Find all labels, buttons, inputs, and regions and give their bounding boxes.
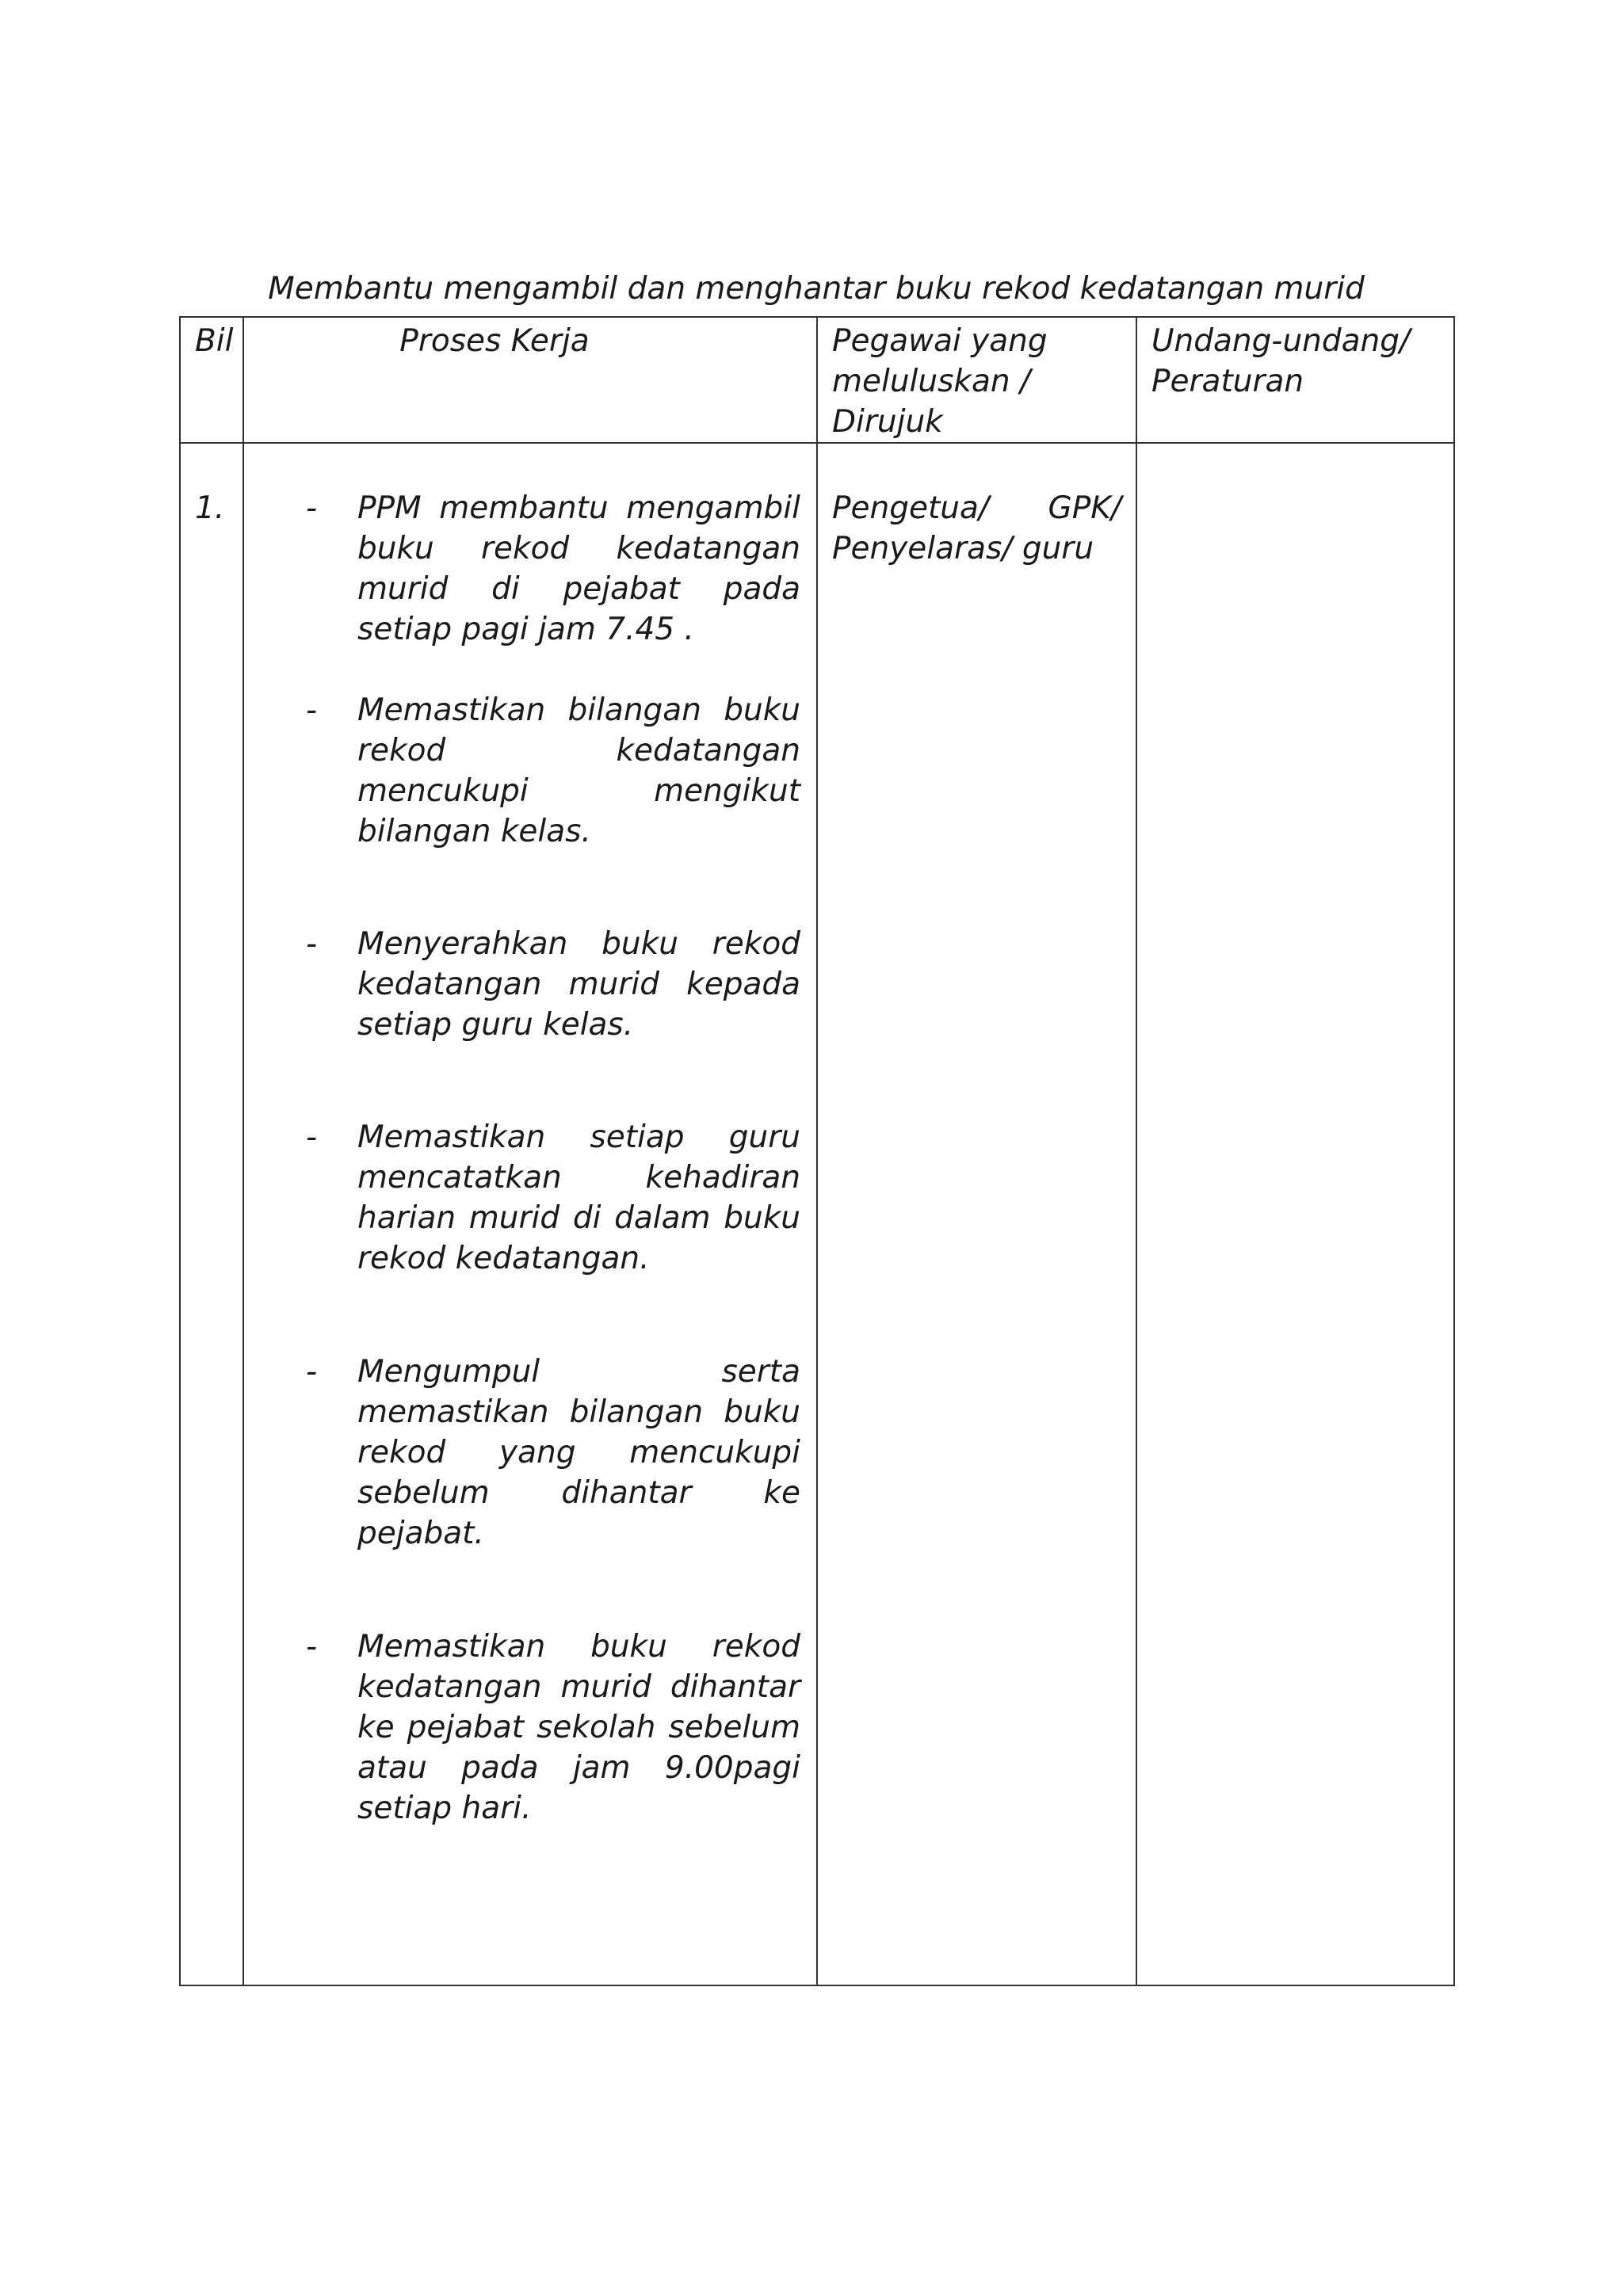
list-item bbox=[244, 690, 800, 852]
step-text: Memastikan setiap guru mencatatkan kehadiran harian murid di dalam buku rekod kedatangan. bbox=[357, 1119, 800, 1276]
step-text: Menyerahkan buku rekod kedatangan murid kepada setiap guru kelas. bbox=[357, 926, 800, 1043]
table-header-row bbox=[180, 317, 1454, 443]
step-text: Mengumpul serta memastikan bilangan buku rekod yang mencukupi sebelum dihantar ke pejabat. bbox=[357, 1354, 800, 1551]
header-proses-kerja-label: Proses Kerja bbox=[399, 323, 590, 359]
bullet-dash: - bbox=[306, 490, 318, 526]
row-proses-kerja bbox=[243, 443, 817, 1985]
list-item bbox=[244, 1352, 800, 1554]
list-item bbox=[244, 924, 800, 1045]
table-row bbox=[180, 443, 1454, 1985]
bullet-dash: - bbox=[306, 692, 318, 728]
row-bil: 1. bbox=[180, 443, 243, 1985]
pegawai-text: Pengetua/ GPK/ Penyelaras/ guru bbox=[832, 490, 1121, 566]
work-process-table bbox=[179, 316, 1455, 1986]
list-item bbox=[244, 1627, 800, 1829]
step-text: PPM membantu mengambil buku rekod kedatangan murid di pejabat pada setiap pagi jam 7.45 . bbox=[357, 490, 800, 647]
bullet-dash: - bbox=[306, 1629, 318, 1665]
header-bil: Bil bbox=[180, 317, 243, 443]
bullet-dash: - bbox=[306, 1119, 318, 1155]
row-pegawai bbox=[817, 443, 1136, 1985]
header-undang-undang: Undang-undang/ Peraturan bbox=[1136, 317, 1454, 443]
header-pegawai: Pegawai yang meluluskan / Dirujuk bbox=[817, 317, 1136, 443]
list-item bbox=[244, 1117, 800, 1279]
bullet-dash: - bbox=[306, 926, 318, 962]
list-item bbox=[244, 488, 800, 650]
step-text: Memastikan bilangan buku rekod kedatangan mencukupi mengikut bilangan kelas. bbox=[357, 692, 800, 849]
header-proses-kerja bbox=[243, 317, 817, 443]
row-undang-undang bbox=[1136, 443, 1454, 1985]
page-title: Membantu mengambil dan menghantar buku rekod kedatangan murid bbox=[268, 271, 1365, 307]
bullet-dash: - bbox=[306, 1354, 318, 1390]
step-text: Memastikan buku rekod kedatangan murid dihantar ke pejabat sekolah sebelum atau pada jam 9.00pagi setiap hari. bbox=[357, 1629, 800, 1826]
